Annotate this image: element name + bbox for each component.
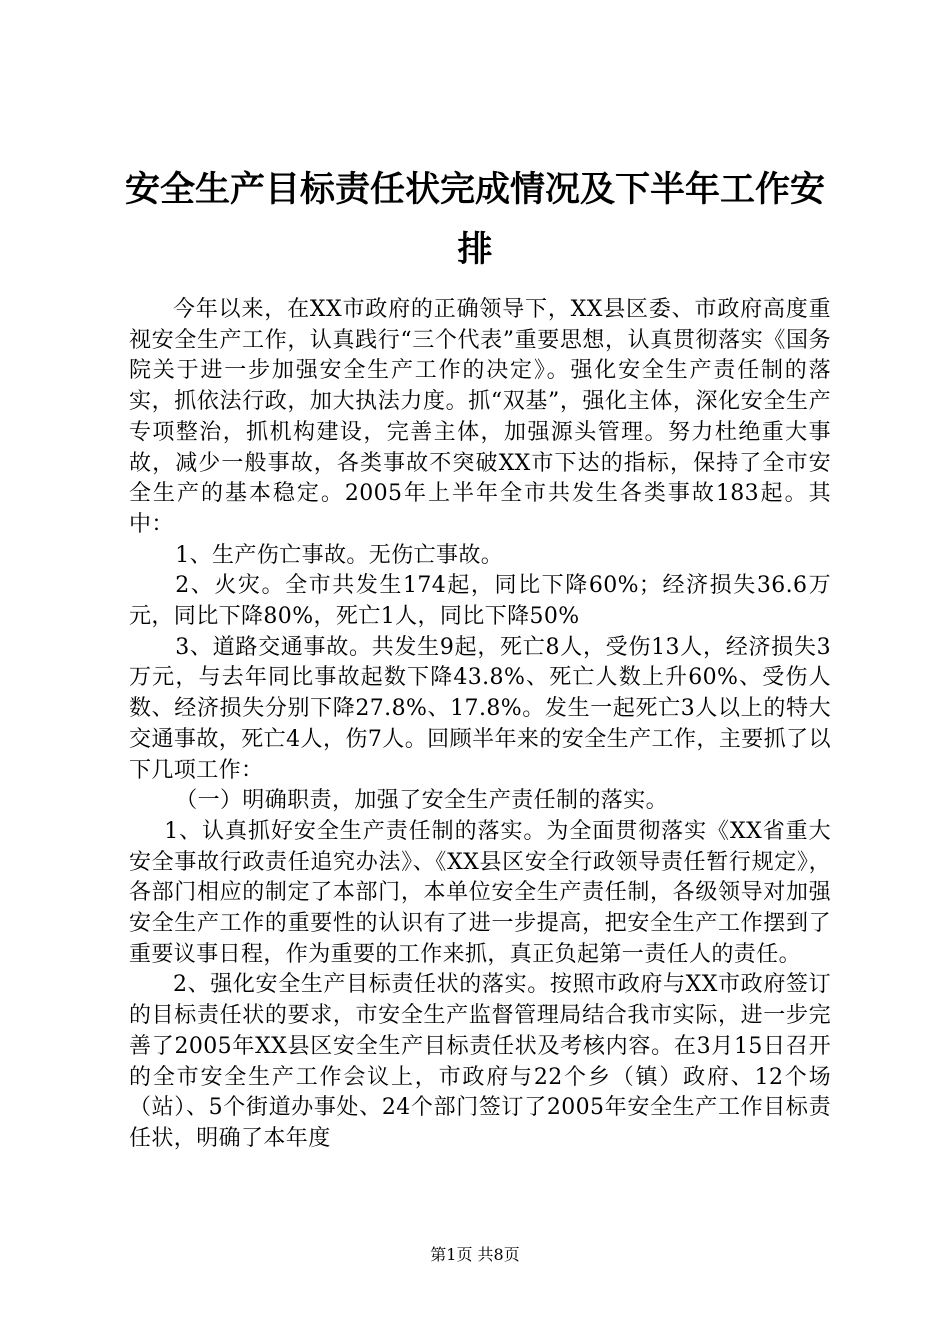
paragraph-intro: 今年以来，在XX市政府的正确领导下，XX县区委、市政府高度重视安全生产工作，认真践行“三个代表”重要思想，认真贯彻落实《国务院关于进一步加强安全生产工作的决定》。强化安全生产责任制的落实，抓依法行政，加大执法力度。抓“双基”，强化主体，深化安全生产专项整治，抓机构建设，完善主体，加强源头管理。努力杜绝重大事故，减少一般事故，各类事故不突破XX市下达的指标，保持了全市安全生产的基本稳定。2005年上半年全市共发生各类事故183起。其中： <box>129 297 831 537</box>
page-footer: 第1页 共8页 <box>430 1245 520 1264</box>
section-heading-1: （一）明确职责，加强了安全生产责任制的落实。 <box>175 788 668 814</box>
paragraph-production-accidents: 1、生产伤亡事故。无伤亡事故。 <box>175 542 504 568</box>
paragraph-fire: 2、火灾。全市共发生174起，同比下降60%；经济损失36.6万元，同比下降80%，死亡1人，同比下降50% <box>129 573 831 630</box>
document-body <box>129 295 831 1155</box>
paragraph-target-responsibility: 2、强化安全生产目标责任状的落实。按照市政府与XX市政府签订的目标责任状的要求，市安全生产监督管理局结合我市实际，进一步完善了2005年XX县区安全生产目标责任状及考核内容。在3月15日召开的全市安全生产工作会议上，市政府与22个乡（镇）政府、12个场（站）、5个街道办事处、24个部门签订了2005年安全生产工作目标责任状，明确了本年度 <box>129 972 831 1151</box>
document-title: 安全生产目标责任状完成情况及下半年工作安排 <box>124 169 825 270</box>
paragraph-responsibility-system: 1、认真抓好安全生产责任制的落实。为全面贯彻落实《XX省重大安全事故行政责任追究办法》、《XX县区安全行政领导责任暂行规定》，各部门相应的制定了本部门，本单位安全生产责任制，各级领导对加强安全生产工作的重要性的认识有了进一步提高，把安全生产工作摆到了重要议事日程，作为重要的工作来抓，真正负起第一责任人的责任。 <box>129 818 831 967</box>
paragraph-traffic-accidents: 3、道路交通事故。共发生9起，死亡8人，受伤13人，经济损失3万元，与去年同比事故起数下降43.8%、死亡人数上升60%、受伤人数、经济损失分别下降27.8%、17.8%。发生一起死亡3人以上的特大交通事故，死亡4人，伤7人。回顾半年来的安全生产工作，主要抓了以下几项工作： <box>129 634 831 783</box>
